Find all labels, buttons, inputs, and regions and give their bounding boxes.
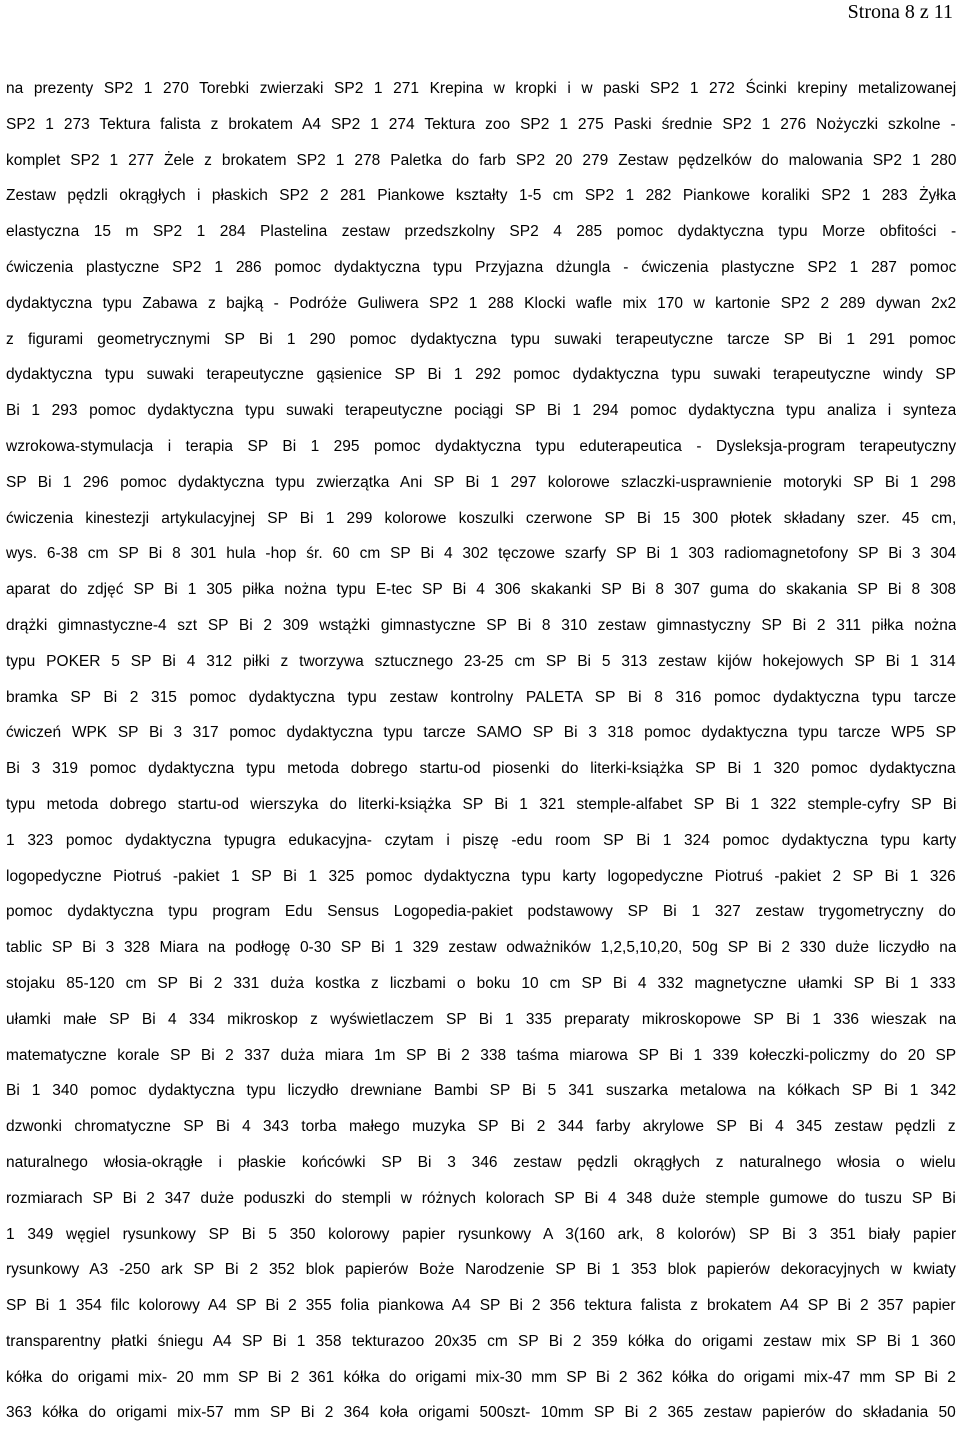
- text-line: SP Bi 1 296 pomoc dydaktyczna typu zwierzątka Ani SP Bi 1 297 kolorowe szlaczki-usprawnienie motoryki SP Bi 1 298: [6, 473, 956, 491]
- text-line: tablic SP Bi 3 328 Miara na podłogę 0-30 SP Bi 1 329 zestaw odważników 1,2,5,10,20, 50g SP Bi 2 330 duże liczydło na: [6, 939, 956, 957]
- text-line: dzwonki chromatyczne SP Bi 4 343 torba małego muzyka SP Bi 2 344 farby akrylowe SP Bi 4 345 zestaw pędzli z: [6, 1118, 956, 1136]
- text-line: Bi 1 293 pomoc dydaktyczna typu suwaki terapeutyczne pociągi SP Bi 1 294 pomoc dydaktyczna typu analiza i synteza: [6, 402, 956, 420]
- text-line: kółka do origami mix- 20 mm SP Bi 2 361 kółka do origami mix-30 mm SP Bi 2 362 kółka do origami mix-47 mm SP Bi 2: [6, 1368, 956, 1386]
- text-line: na prezenty SP2 1 270 Torebki zwierzaki SP2 1 271 Krepina w kropki i w paski SP2 1 272 Ścinki krepiny metalizowanej: [6, 80, 956, 97]
- text-line: rozmiarach SP Bi 2 347 duże poduszki do stempli w różnych kolorach SP Bi 4 348 duże stemple gumowe do tuszu SP Bi: [6, 1189, 956, 1207]
- text-line: logopedyczne Piotruś -pakiet 1 SP Bi 1 325 pomoc dydaktyczna typu karty logopedyczne Piotruś -pakiet 2 SP Bi 1 326: [6, 867, 956, 885]
- text-line: wys. 6-38 cm SP Bi 8 301 hula -hop śr. 60 cm SP Bi 4 302 tęczowe szarfy SP Bi 1 303 radiomagnetofony SP Bi 3 304: [6, 545, 956, 563]
- text-line: SP2 1 273 Tektura falista z brokatem A4 SP2 1 274 Tektura zoo SP2 1 275 Paski średnie SP2 1 276 Nożyczki szkolne -: [6, 115, 956, 133]
- text-line: drążki gimnastyczne-4 szt SP Bi 2 309 wstążki gimnastyczne SP Bi 8 310 zestaw gimnastyczny SP Bi 2 311 piłka nożna: [6, 616, 956, 634]
- text-line: ćwiczenia kinestezji artykulacyjnej SP Bi 1 299 kolorowe koszulki czerwone SP Bi 15 300 płotek składany szer. 45 cm,: [6, 509, 956, 527]
- text-line: Bi 3 319 pomoc dydaktyczna typu metoda dobrego startu-od piosenki do literki-książka SP Bi 1 320 pomoc dydaktyczna: [6, 760, 956, 778]
- text-line: elastyczna 15 m SP2 1 284 Plastelina zestaw przedszkolny SP2 4 285 pomoc dydaktyczna typu Morze obfitości -: [6, 223, 956, 241]
- text-line: Zestaw pędzli okrągłych i płaskich SP2 2 281 Piankowe kształty 1-5 cm SP2 1 282 Piankowe koraliki SP2 1 283 Żyłka: [6, 187, 956, 205]
- text-line: naturalnego włosia-okrągłe i płaskie końcówki SP Bi 3 346 zestaw pędzli okrągłych z naturalnego włosia o wielu: [6, 1153, 956, 1171]
- text-line: Bi 1 340 pomoc dydaktyczna typu liczydło drewniane Bambi SP Bi 5 341 suszarka metalowa na kółkach SP Bi 1 342: [6, 1082, 956, 1100]
- text-line: pomoc dydaktyczna typu program Edu Sensus Logopedia-pakiet podstawowy SP Bi 1 327 zestaw trygometryczny do: [6, 903, 956, 921]
- text-line: 1 349 węgiel rysunkowy SP Bi 5 350 kolorowy papier rysunkowy A 3(160 ark, 8 kolorów) SP Bi 3 351 biały papier: [6, 1225, 956, 1243]
- text-line: rysunkowy A3 -250 ark SP Bi 2 352 blok papierów Boże Narodzenie SP Bi 1 353 blok papierów dekoracyjnych w kwiaty: [6, 1261, 956, 1279]
- text-line: ćwiczeń WPK SP Bi 3 317 pomoc dydaktyczna typu tarcze SAMO SP Bi 3 318 pomoc dydaktyczna typu tarcze WP5 SP: [6, 724, 956, 742]
- text-line: komplet SP2 1 277 Żele z brokatem SP2 1 278 Paletka do farb SP2 20 279 Zestaw pędzelków do malowania SP2 1 280: [6, 151, 956, 169]
- text-line: ćwiczenia plastyczne SP2 1 286 pomoc dydaktyczna typu Przyjazna dżungla - ćwiczenia plastyczne SP2 1 287 pomoc: [6, 258, 956, 276]
- text-line: dydaktyczna typu suwaki terapeutyczne gąsienice SP Bi 1 292 pomoc dydaktyczna typu suwaki terapeutyczne windy SP: [6, 366, 956, 384]
- text-line: aparat do zdjęć SP Bi 1 305 piłka nożna typu E-tec SP Bi 4 306 skakanki SP Bi 8 307 guma do skakania SP Bi 8 308: [6, 581, 956, 599]
- text-line: 363 kółka do origami mix-57 mm SP Bi 2 364 koła origami 500szt- 10mm SP Bi 2 365 zestaw papierów do składania 50: [6, 1404, 956, 1422]
- text-line: 1 323 pomoc dydaktyczna typugra edukacyjna- czytam i piszę -edu room SP Bi 1 324 pomoc dydaktyczna typu karty: [6, 831, 956, 849]
- text-line: SP Bi 1 354 filc kolorowy A4 SP Bi 2 355 folia piankowa A4 SP Bi 2 356 tektura falista z brokatem A4 SP Bi 2 357 papier: [6, 1297, 956, 1315]
- text-line: bramka SP Bi 2 315 pomoc dydaktyczna typu zestaw kontrolny PALETA SP Bi 8 316 pomoc dydaktyczna typu tarcze: [6, 688, 956, 706]
- text-line: matematyczne korale SP Bi 2 337 duża miara 1m SP Bi 2 338 taśma miarowa SP Bi 1 339 kołeczki-policzmy do 20 SP: [6, 1046, 956, 1064]
- text-line: stojaku 85-120 cm SP Bi 2 331 duża kostka z liczbami o boku 10 cm SP Bi 4 332 magnetyczne ułamki SP Bi 1 333: [6, 974, 956, 992]
- text-line: dydaktyczna typu Zabawa z bajką - Podróże Guliwera SP2 1 288 Klocki wafle mix 170 w kartonie SP2 2 289 dywan 2x2: [6, 294, 956, 312]
- page-number-label: Strona 8 z 11: [847, 1, 953, 23]
- text-line: transparentny płatki śniegu A4 SP Bi 1 358 tekturazoo 20x35 cm SP Bi 2 359 kółka do origami zestaw mix SP Bi 1 360: [6, 1332, 956, 1350]
- document-body: [6, 71, 956, 1431]
- text-line: typu POKER 5 SP Bi 4 312 piłki z tworzywa sztucznego 23-25 cm SP Bi 5 313 zestaw kijów hokejowych SP Bi 1 314: [6, 652, 956, 670]
- text-line: typu metoda dobrego startu-od wierszyka do literki-książka SP Bi 1 321 stemple-alfabet SP Bi 1 322 stemple-cyfry SP Bi: [6, 795, 956, 813]
- text-line: ułamki małe SP Bi 4 334 mikroskop z wyświetlaczem SP Bi 1 335 preparaty mikroskopowe SP Bi 1 336 wieszak na: [6, 1010, 956, 1028]
- text-line: z figurami geometrycznymi SP Bi 1 290 pomoc dydaktyczna typu suwaki terapeutyczne tarcze SP Bi 1 291 pomoc: [6, 330, 956, 348]
- text-line: wzrokowa-stymulacja i terapia SP Bi 1 295 pomoc dydaktyczna typu eduterapeutica - Dysleksja-program terapeutyczny: [6, 437, 956, 455]
